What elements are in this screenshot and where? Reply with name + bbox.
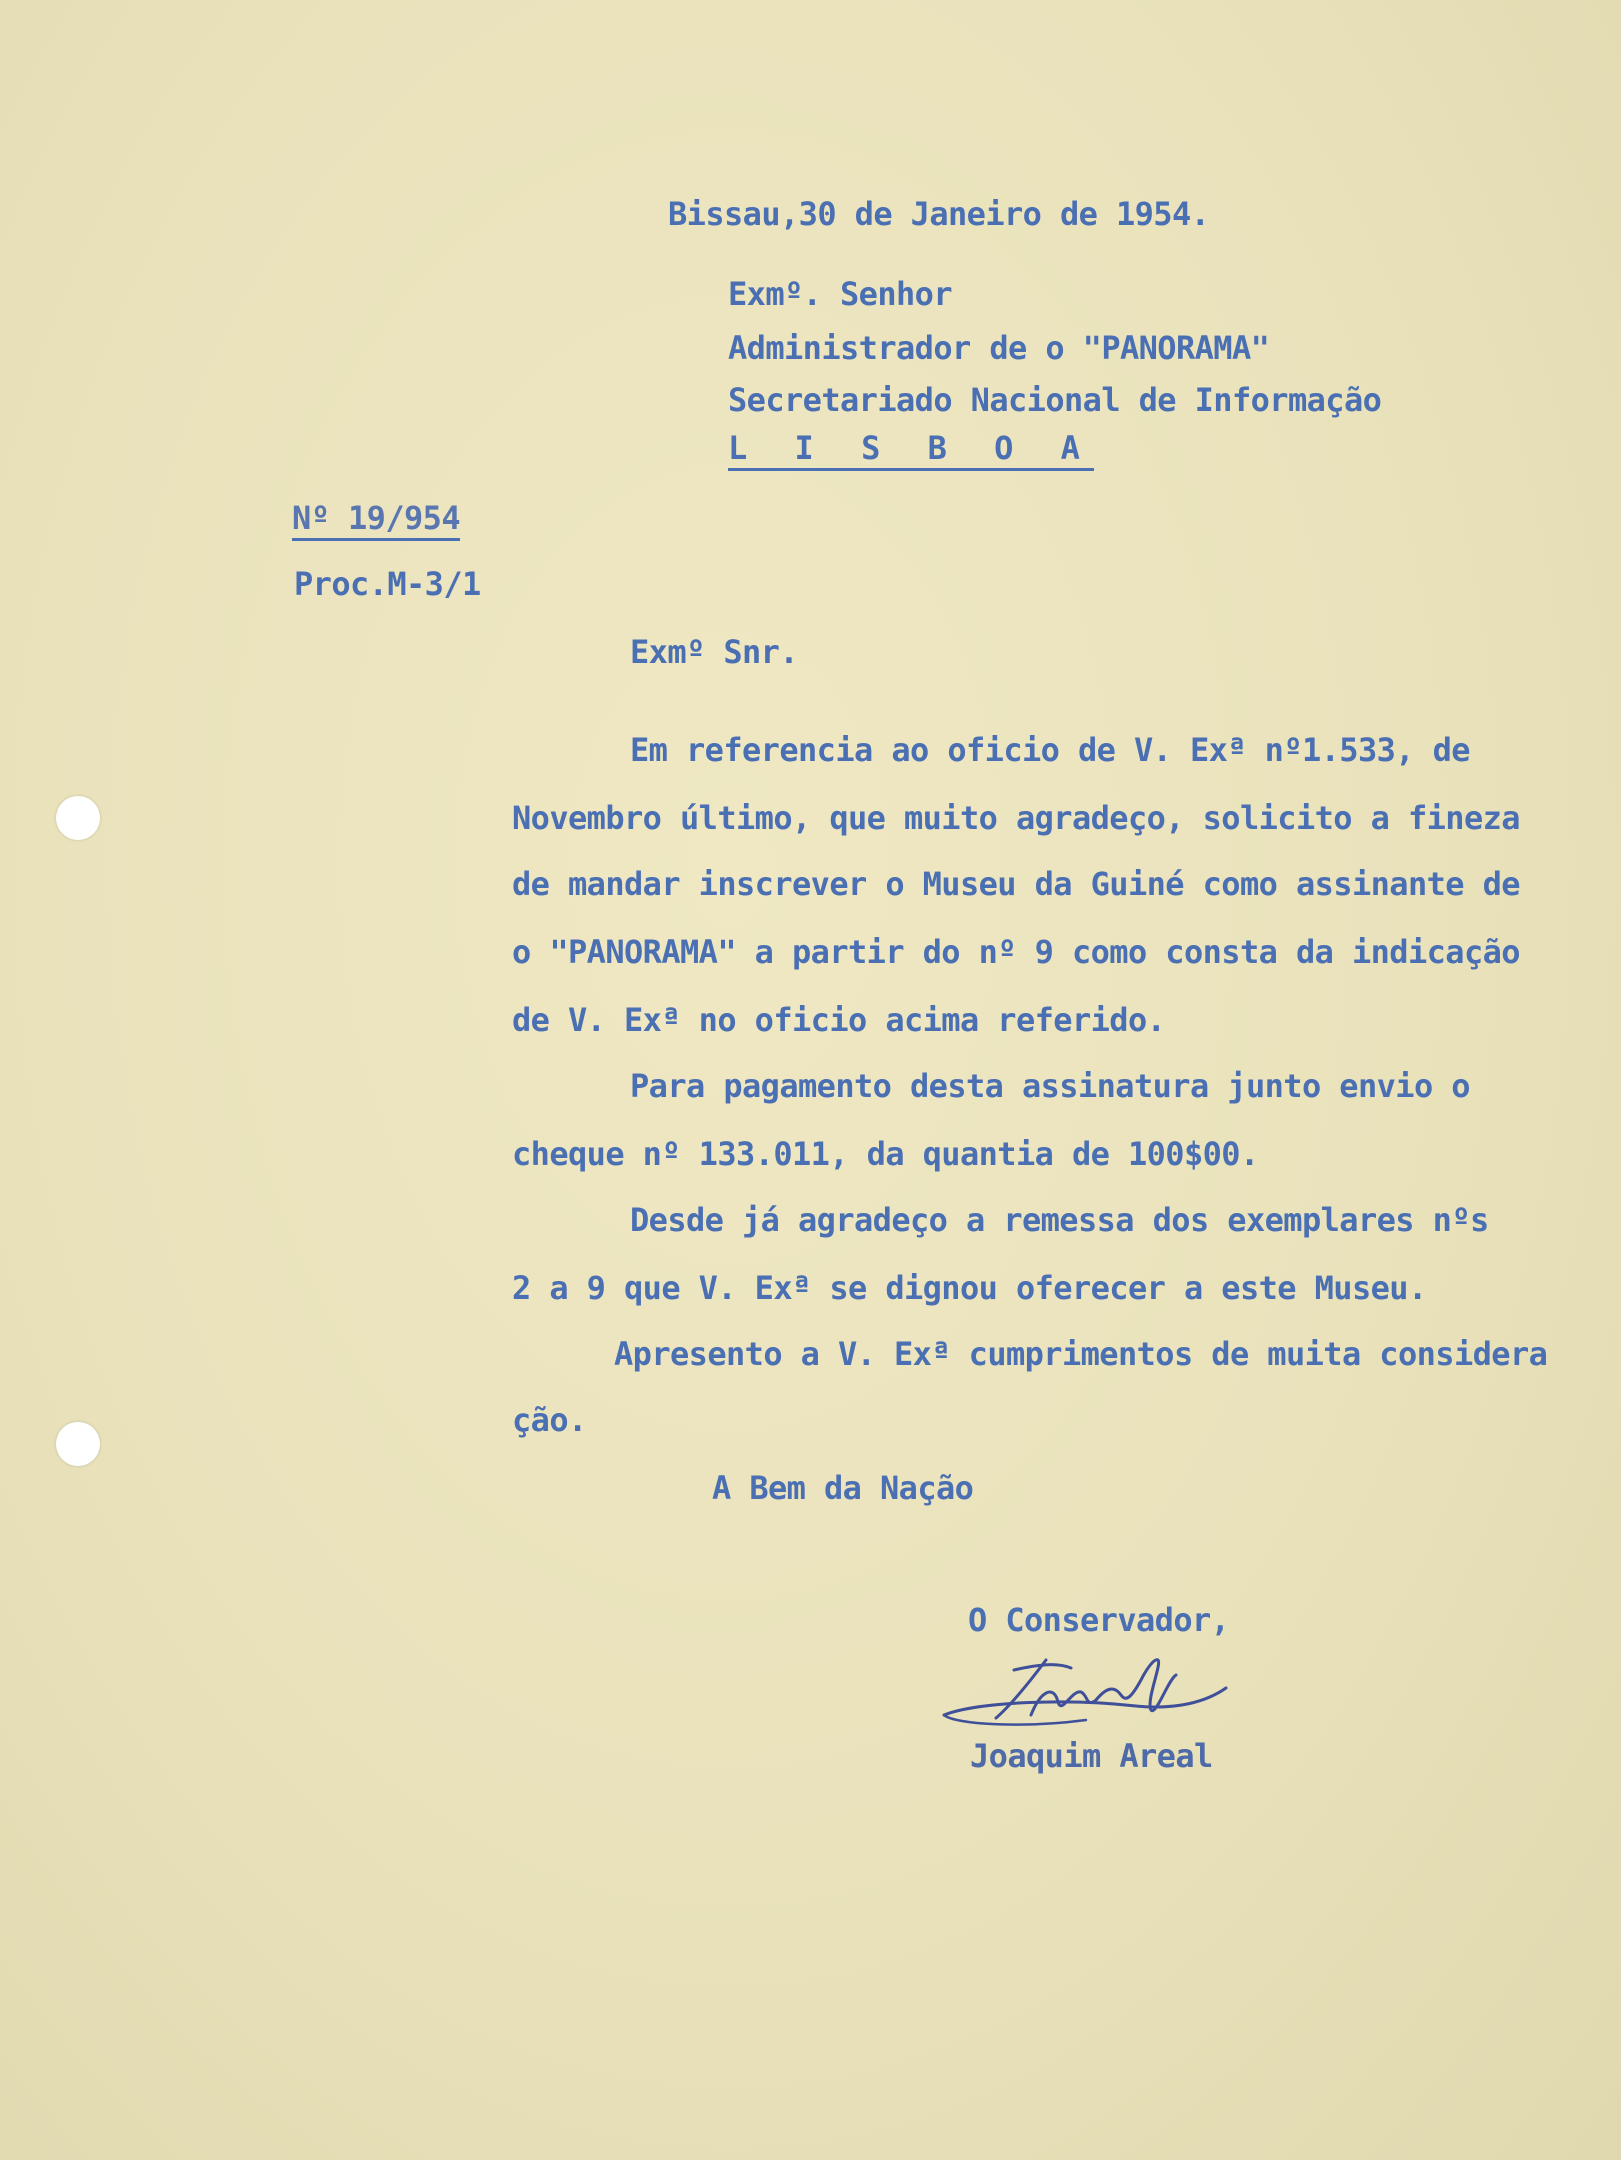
body-line: o "PANORAMA" a partir do nº 9 como consta da indicação	[512, 933, 1520, 971]
addressee-line-2: Secretariado Nacional de Informação	[728, 381, 1382, 419]
punch-hole-top	[56, 796, 100, 840]
body-line: 2 a 9 que V. Exª se dignou oferecer a este Museu.	[512, 1269, 1427, 1307]
greeting: Exmº Snr.	[630, 633, 798, 671]
reference-number: Nº 19/954	[292, 502, 460, 541]
addressee-city: L I S B O A	[728, 432, 1094, 471]
body-line: Em referencia ao oficio de V. Exª nº1.533, de	[630, 731, 1470, 769]
body-line: Apresento a V. Exª cumprimentos de muita considera	[614, 1335, 1548, 1373]
body-line: de mandar inscrever o Museu da Guiné como assinante de	[512, 865, 1520, 903]
body-line: cheque nº 133.011, da quantia de 100$00.	[512, 1135, 1259, 1173]
place-date: Bissau,30 de Janeiro de 1954.	[668, 195, 1210, 233]
body-line: ção.	[512, 1401, 587, 1439]
process-number: Proc.M-3/1	[294, 565, 481, 603]
body-line: de V. Exª no oficio acima referido.	[512, 1001, 1166, 1039]
body-line: Desde já agradeço a remessa dos exemplares nºs	[630, 1201, 1489, 1239]
body-line: Para pagamento desta assinatura junto envio o	[630, 1067, 1470, 1105]
addressee-line-1: Administrador de o "PANORAMA"	[728, 329, 1270, 367]
closing-formula: A Bem da Nação	[712, 1469, 974, 1507]
body-line: Novembro último, que muito agradeço, solicito a fineza	[512, 799, 1520, 837]
signatory-name: Joaquim Areal	[970, 1737, 1213, 1775]
handwritten-signature	[936, 1640, 1236, 1750]
addressee-salutation: Exmº. Senhor	[728, 275, 952, 313]
punch-hole-bottom	[56, 1422, 100, 1466]
signatory-title: O Conservador,	[968, 1601, 1230, 1639]
